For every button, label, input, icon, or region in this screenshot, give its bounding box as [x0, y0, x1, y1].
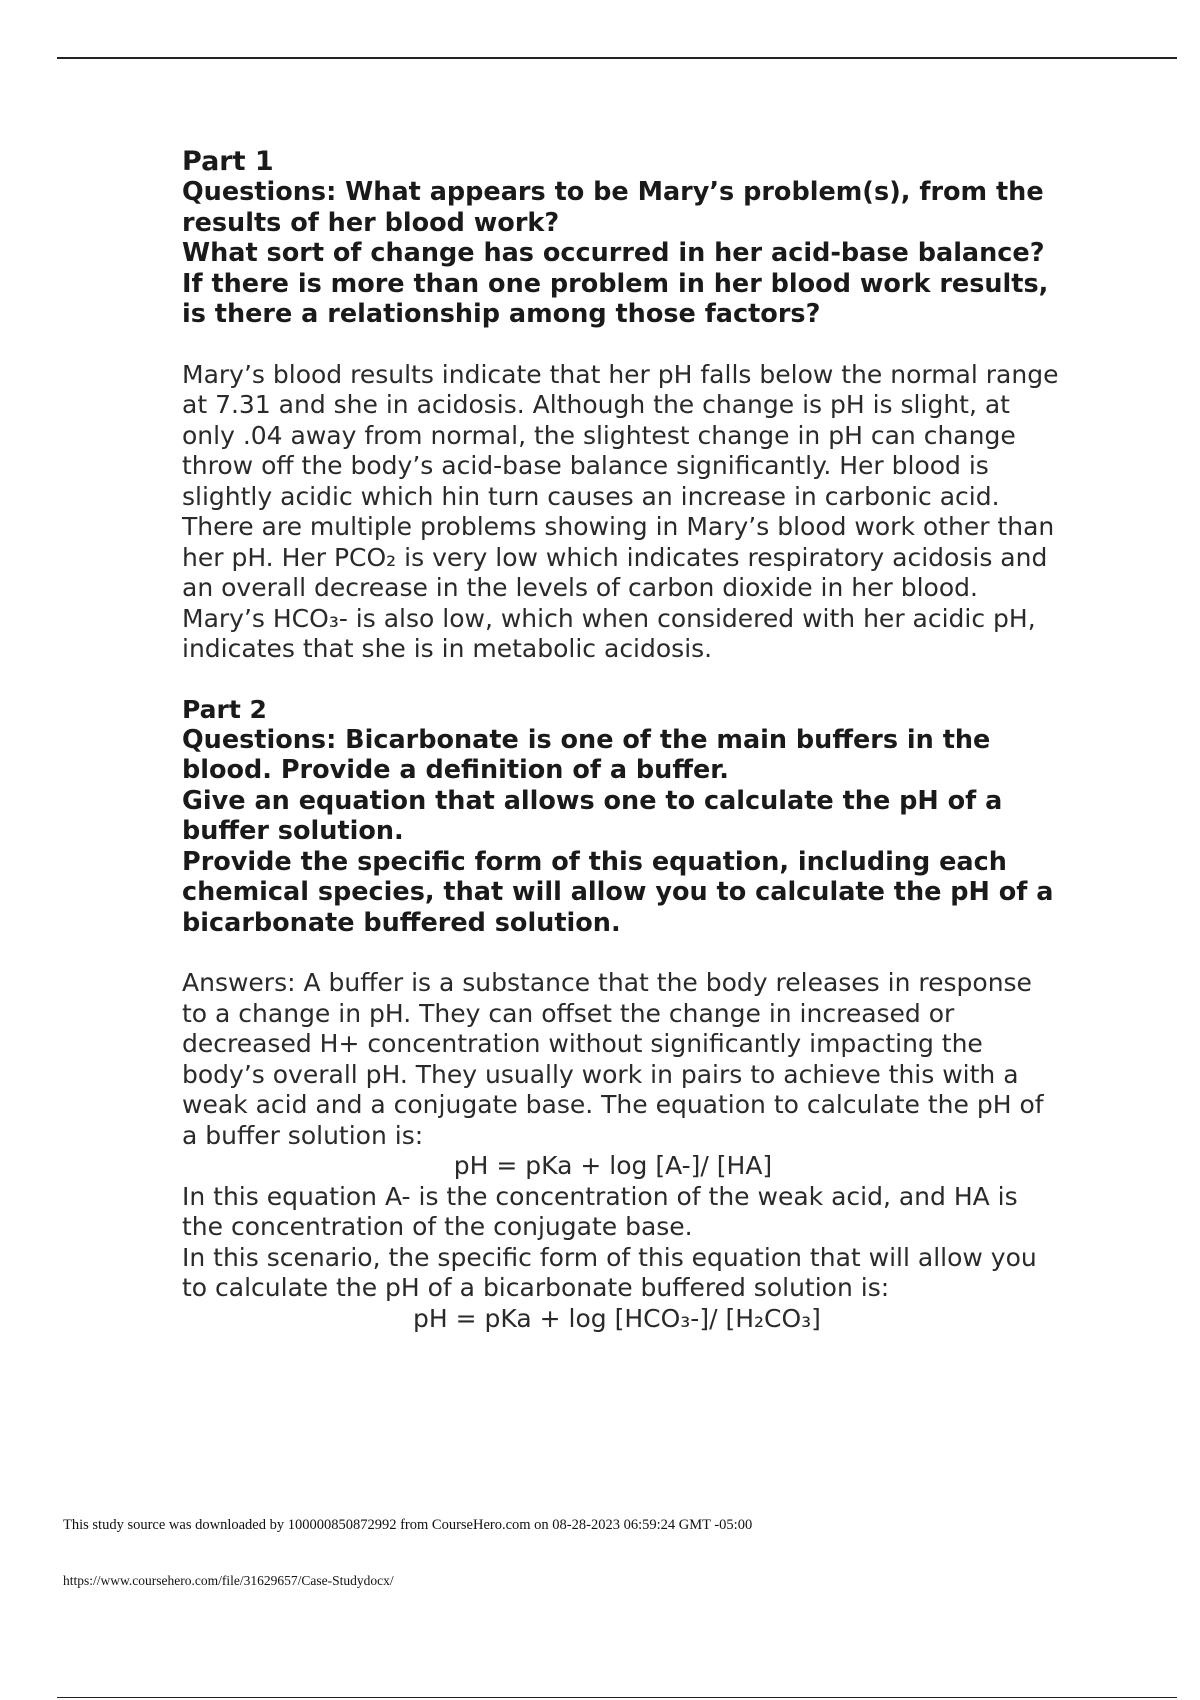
- top-divider: [57, 57, 1177, 59]
- part-1-question-1: Questions: What appears to be Mary’s problem(s), from the results of her blood work?: [182, 177, 1044, 238]
- document-body: [182, 146, 1062, 1334]
- part-1-question-3: If there is more than one problem in her blood work results, is there a relationship among those factors?: [182, 268, 1049, 329]
- part-2-question-2: Give an equation that allows one to calculate the pH of a buffer solution.: [182, 785, 1003, 846]
- part-1-section: [182, 146, 1062, 665]
- part-2-section: [182, 695, 1062, 1335]
- part-2-explanation-2: In this scenario, the specific form of this equation that will allow you to calculate the pH of a bicarbonate buffered solution is:: [182, 1242, 1037, 1302]
- part-1-question-2: What sort of change has occurred in her acid-base balance?: [182, 238, 1045, 268]
- part-1-answer: Mary’s blood results indicate that her pH falls below the normal range at 7.31 and she in acidosis. Although the change is pH is slight, at only .04 away from normal, the slightest change in pH can change throw off the body’s acid-base balance significantly. Her blood is slightly acidic which hin turn causes an increase in carbonic acid. There are multiple problems showing in Mary’s blood work other than her pH. Her PCO₂ is very low which indicates respiratory acidosis and an overall decrease in the levels of carbon dioxide in her blood. Mary’s HCO₃- is also low, which when considered with her acidic pH, indicates that she is in metabolic acidosis.: [182, 359, 1059, 663]
- part-1-title: Part 1: [182, 146, 274, 177]
- source-url[interactable]: https://www.coursehero.com/file/31629657/Case-Studydocx/: [63, 1573, 394, 1588]
- spacer: [182, 938, 1062, 968]
- part-2-explanation-1: In this equation A- is the concentration of the weak acid, and HA is the concentration of the conjugate base.: [182, 1181, 1018, 1241]
- download-notice: This study source was downloaded by 100000850872992 from CourseHero.com on 08-28-2023 06:59:24 GMT -05:00: [63, 1517, 753, 1533]
- bottom-divider: [57, 1697, 1177, 1698]
- part-2-question-3: Provide the specific form of this equation, including each chemical species, that will allow you to calculate the pH of a bicarbonate buffered solution.: [182, 846, 1054, 938]
- part-2-answer-intro: Answers: A buffer is a substance that the body releases in response to a change in pH. They can offset the change in increased or decreased H+ concentration without significantly impacting the body’s overall pH. They usually work in pairs to achieve this with a weak acid and a conjugate base. The equation to calculate the pH of a buffer solution is:: [182, 968, 1044, 1150]
- bicarbonate-equation: pH = pKa + log [HCO₃-]/ [H₂CO₃]: [413, 1303, 821, 1333]
- part-2-title: Part 2: [182, 694, 267, 724]
- spacer: [182, 330, 1062, 360]
- buffer-equation: pH = pKa + log [A-]/ [HA]: [453, 1151, 773, 1180]
- part-2-question-1: Questions: Bicarbonate is one of the main buffers in the blood. Provide a definition of a buffer.: [182, 724, 991, 785]
- spacer: [182, 665, 1062, 695]
